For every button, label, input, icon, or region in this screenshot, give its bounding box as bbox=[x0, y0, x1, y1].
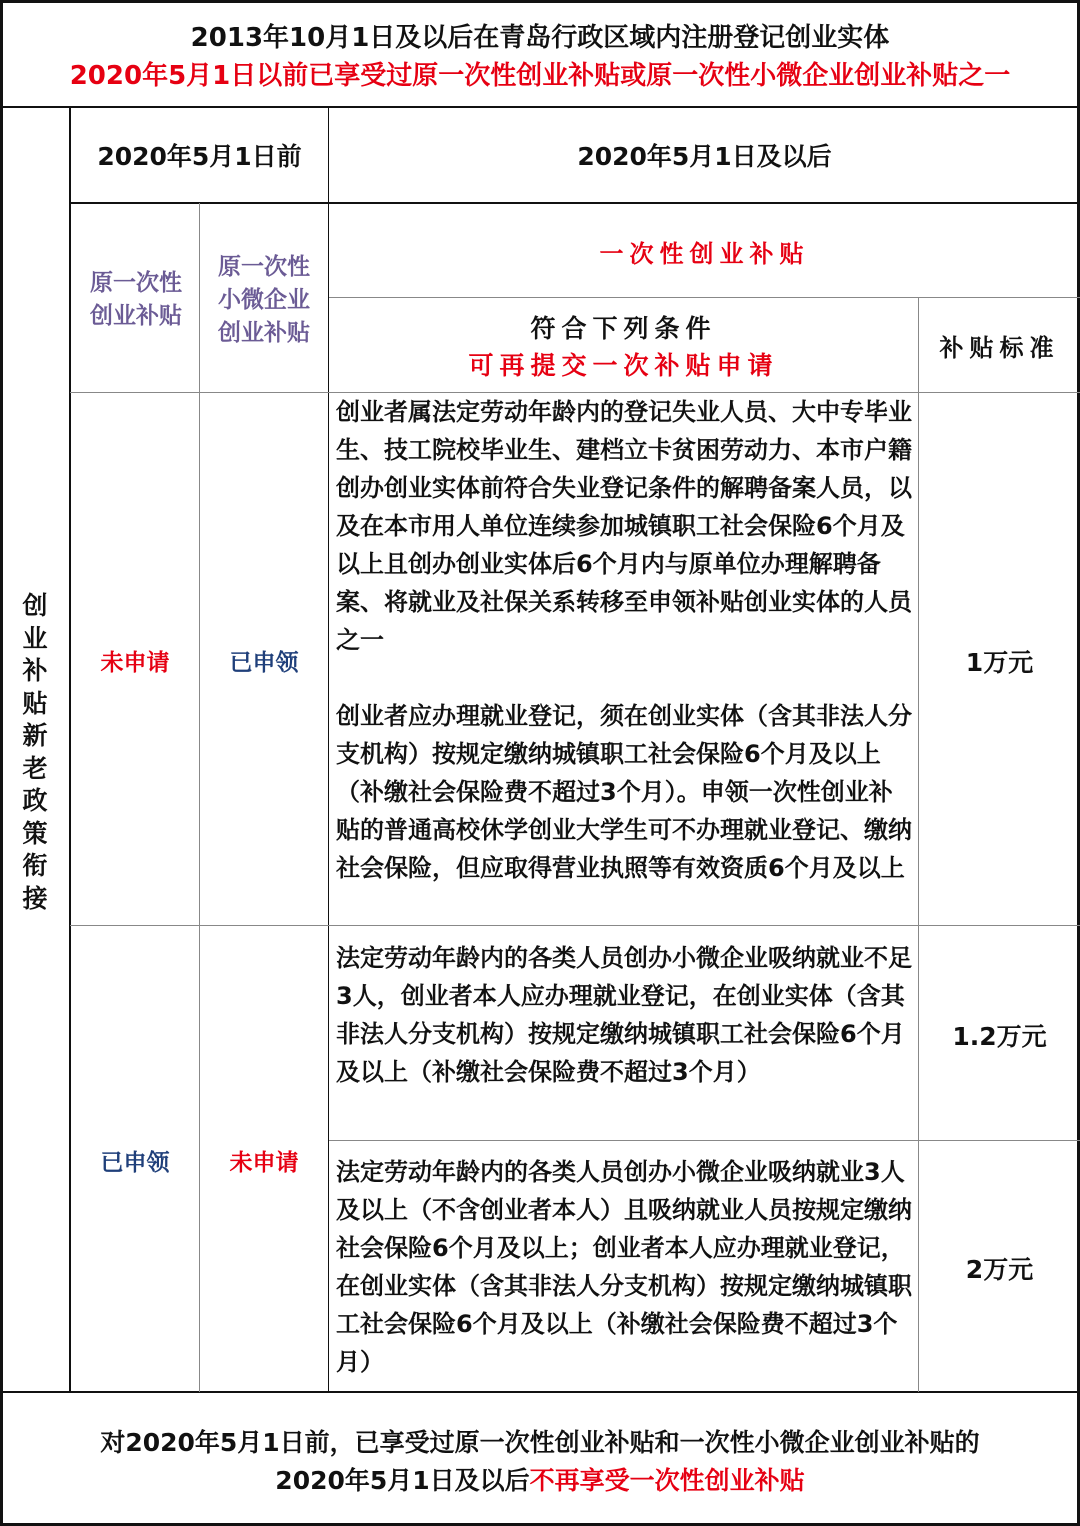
footer-line-1: 对2020年5月1日前，已享受过原一次性创业补贴和一次性小微企业创业补贴的 bbox=[100, 1428, 980, 1457]
footer-line-2 bbox=[3, 1460, 1077, 1498]
column-header-after: 2020年5月1日及以后 bbox=[577, 142, 832, 171]
row1-amount: 1万元 bbox=[965, 648, 1034, 677]
header-line-2: 2020年5月1日以前已享受过原一次性创业补贴或原一次性小微企业创业补贴之一 bbox=[69, 60, 1011, 91]
footer-line-2-red: 不再享受一次性创业补贴 bbox=[529, 1466, 805, 1495]
conditions-subtitle: 可再提交一次补贴申请 bbox=[468, 351, 779, 380]
row2-col1-status: 已申领 bbox=[100, 1149, 170, 1176]
standard-title: 补贴标准 bbox=[939, 333, 1060, 362]
row1-col1-status: 未申请 bbox=[100, 649, 170, 676]
row2-amount-b: 2万元 bbox=[965, 1255, 1034, 1284]
row2-condition-b: 法定劳动年龄内的各类人员创办小微企业吸纳就业3人及以上（不含创业者本人）且吸纳就业人员按规定缴纳社会保险6个月及以上；创业者本人应办理就业登记，在创业实体（含其非法人分支机构）按规定缴纳城镇职工社会保险6个月及以上（补缴社会保险费不超过3个月） bbox=[336, 1158, 912, 1376]
side-label: 创业补贴新老政策衔接 bbox=[22, 591, 48, 913]
column-orig-small: 原一次性小微企业创业补贴 bbox=[218, 253, 310, 346]
column-header-before: 2020年5月1日前 bbox=[97, 142, 302, 171]
row1-condition-paragraph-1: 创业者属法定劳动年龄内的登记失业人员、大中专毕业生、技工院校毕业生、建档立卡贫困劳动力、本市户籍创办创业实体前符合失业登记条件的解聘备案人员，以及在本市用人单位连续参加城镇职工社会保险6个月及以上且创办创业实体后6个月内与原单位办理解聘备案、将就业及社保关系转移至申领补贴创业实体的人员之一 bbox=[336, 398, 912, 654]
row2-amount-a: 1.2万元 bbox=[952, 1022, 1047, 1051]
row2-col2-status: 未申请 bbox=[229, 1149, 299, 1176]
header-line-1: 2013年10月1日及以后在青岛行政区域内注册登记创业实体 bbox=[190, 22, 890, 53]
row1-col2-status: 已申领 bbox=[229, 649, 299, 676]
row1-condition-paragraph-2: 创业者应办理就业登记，须在创业实体（含其非法人分支机构）按规定缴纳城镇职工社会保险6个月及以上（补缴社会保险费不超过3个月）。申领一次性创业补贴的普通高校休学创业大学生可不办理就业登记、缴纳社会保险，但应取得营业执照等有效资质6个月及以上 bbox=[336, 702, 912, 882]
footer-line-2-prefix: 2020年5月1日及以后 bbox=[275, 1466, 530, 1495]
subsidy-title: 一次性创业补贴 bbox=[599, 239, 810, 268]
row2-condition-a: 法定劳动年龄内的各类人员创办小微企业吸纳就业不足3人，创业者本人应办理就业登记，在创业实体（含其非法人分支机构）按规定缴纳城镇职工社会保险6个月及以上（补缴社会保险费不超过3个月） bbox=[336, 944, 912, 1086]
conditions-title: 符合下列条件 bbox=[530, 314, 717, 343]
column-orig-startup: 原一次性创业补贴 bbox=[90, 270, 182, 329]
